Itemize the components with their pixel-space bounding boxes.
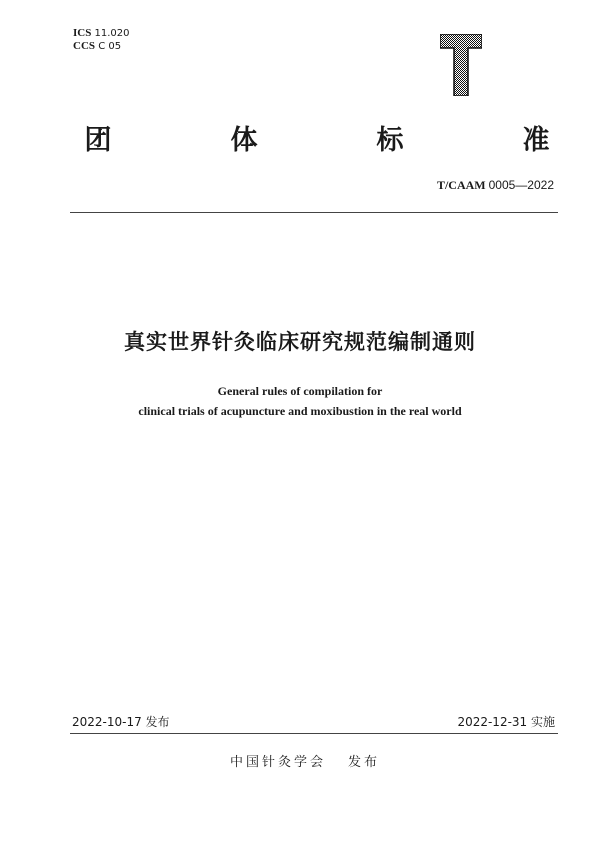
implementation-date: 2022-12-31 实施 <box>457 715 555 729</box>
publisher <box>230 751 380 770</box>
footer-divider <box>70 733 558 734</box>
classification-codes <box>73 27 130 53</box>
issue-date: 2022-10-17 发布 <box>72 715 170 729</box>
english-title <box>0 381 600 421</box>
standard-type-T-icon <box>440 34 482 96</box>
category-char: 标 <box>376 124 404 156</box>
category-char: 团 <box>84 124 112 156</box>
header-divider <box>70 212 558 213</box>
english-title-line-1: General rules of compilation for <box>217 384 383 398</box>
publisher-name: 中国针灸学会 <box>230 755 327 770</box>
english-title-line-2: clinical trials of acupuncture and moxibustion in the real world <box>138 404 462 418</box>
standard-number <box>437 178 554 193</box>
ics-code: ICS 11.020 <box>73 27 130 39</box>
document-category-title <box>82 117 552 157</box>
chinese-title: 真实世界针灸临床研究规范编制通则 <box>124 330 476 354</box>
category-char: 体 <box>230 124 258 156</box>
category-char: 准 <box>522 124 550 156</box>
ccs-code: CCS C 05 <box>73 40 122 52</box>
publisher-action: 发布 <box>348 755 381 770</box>
standard-code: 0005—2022 <box>488 178 554 192</box>
standard-prefix: T/CAAM <box>436 178 486 192</box>
